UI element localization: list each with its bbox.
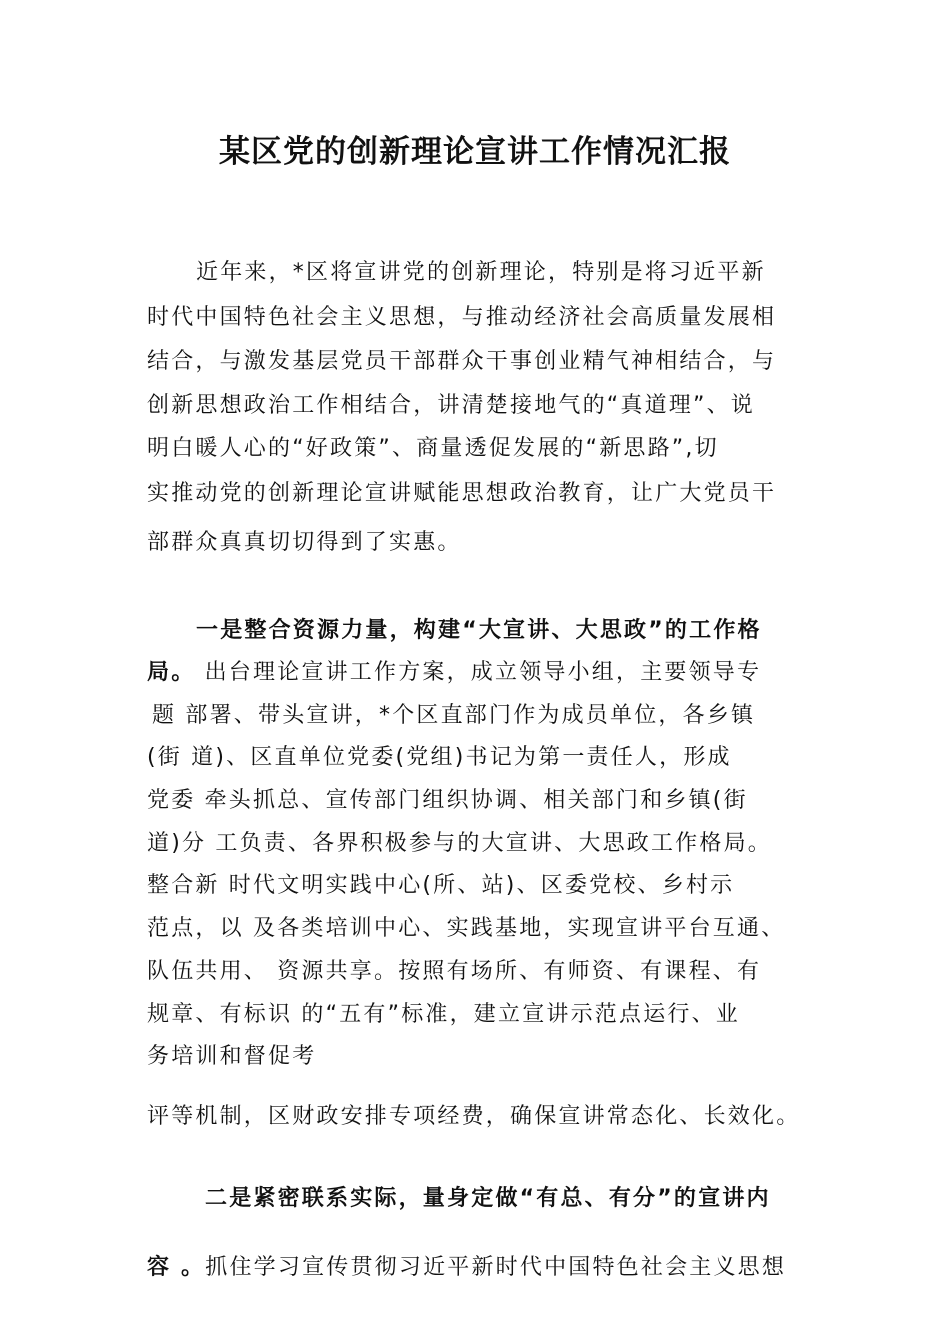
paragraph-line: 题 部署、带头宣讲，*个区直部门作为成员单位，各乡镇 [152, 703, 756, 728]
paragraph-line: 近年来，*区将宣讲党的创新理论，特别是将习近平新 [196, 260, 766, 285]
paragraph-line: 范点，以 及各类培训中心、实践基地，实现宣讲平台互通、 [147, 916, 786, 941]
paragraph-line: 整合新 时代文明实践中心(所、站)、区委党校、乡村示 [147, 873, 735, 898]
section-heading-end: 局。 [147, 660, 196, 685]
section-heading: 二是紧密联系实际，量身定做“有总、有分”的宣讲内 [205, 1186, 771, 1211]
paragraph-line [147, 1251, 786, 1285]
section-heading: 一是整合资源力量，构建“大宣讲、大思政”的工作格 [196, 618, 762, 643]
paragraph-line: 党委 牵头抓总、宣传部门组织协调、相关部门和乡镇(街 [147, 788, 748, 813]
paragraph-line: 评等机制，区财政安排专项经费，确保宣讲常态化、长效化。 [147, 1104, 801, 1129]
paragraph-line: (街 道)、区直单位党委(党组)书记为第一责任人，形成 [147, 745, 732, 770]
paragraph-line [147, 656, 761, 690]
paragraph-line: 明白暖人心的“好政策”、商量透促发展的“新思路”,切 [147, 436, 719, 461]
paragraph-line: 规章、有标识 的“五有”标准，建立宣讲示范点运行、业 [147, 1002, 740, 1027]
paragraph-line: 部群众真真切切得到了实惠。 [147, 530, 462, 555]
paragraph-line: 队伍共用、 资源共享。按照有场所、有师资、有课程、有 [147, 959, 762, 984]
paragraph-text: 抓住学习宣传贯彻习近平新时代中国特色社会主义思想 [205, 1255, 787, 1280]
paragraph-text: 出台理论宣讲工作方案，成立领导小组，主要领导专 [195, 660, 762, 685]
paragraph-line: 道)分 工负责、各界积极参与的大宣讲、大思政工作格局。 [147, 831, 772, 856]
paragraph-line: 时代中国特色社会主义思想，与推动经济社会高质量发展相 [147, 305, 777, 330]
document-title: 某区党的创新理论宣讲工作情况汇报 [219, 134, 731, 170]
paragraph-line: 实推动党的创新理论宣讲赋能思想政治教育，让广大党员干 [147, 481, 777, 506]
paragraph-line: 创新思想政治工作相结合，讲清楚接地气的“真道理”、说 [147, 393, 755, 418]
paragraph-line: 务培训和督促考 [147, 1044, 317, 1069]
section-heading-end: 容 。 [147, 1255, 206, 1280]
paragraph-line: 结合，与激发基层党员干部群众干事创业精气神相结合，与 [147, 349, 777, 374]
